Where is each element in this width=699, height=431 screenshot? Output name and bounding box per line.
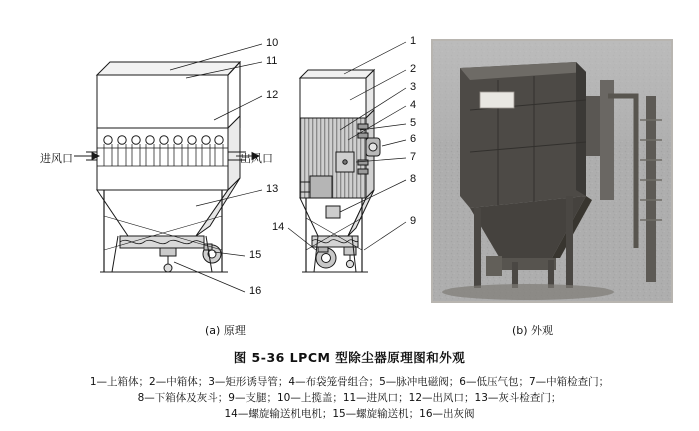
subcaption-b: (b) 外观 [512, 324, 554, 337]
callout-9: 9 [410, 215, 417, 227]
callout-3: 3 [410, 81, 417, 93]
callout-10: 10 [266, 37, 279, 49]
callout-1: 1 [410, 35, 417, 47]
callout-4: 4 [410, 99, 417, 111]
callout-11: 11 [266, 55, 278, 67]
callout-2: 2 [410, 63, 417, 75]
legend-line-3: 14—螺旋输送机电机；15—螺旋输送机；16—出灰阀 [224, 408, 475, 420]
legend-line-1: 1—上箱体；2—中箱体；3—矩形诱导管；4—布袋笼骨组合；5—脉冲电磁阀；6—低压气包；7—中箱检查门； [89, 376, 610, 388]
callout-14: 14 [272, 221, 285, 233]
callout-8: 8 [410, 173, 417, 185]
callout-16: 16 [249, 285, 262, 297]
legend-line-2: 8—下箱体及灰斗；9—支腿；10—上揽盖；11—进风口；12—出风口；13—灰斗检查门； [137, 392, 562, 404]
callout-15: 15 [249, 249, 262, 261]
callout-13: 13 [266, 183, 279, 195]
figure-caption: 图 5-36 LPCM 型除尘器原理图和外观 [233, 350, 466, 365]
subcaption-a: (a) 原理 [205, 324, 246, 337]
diagram-a-middle-unit [300, 70, 380, 272]
callout-6: 6 [410, 133, 417, 145]
callout-12: 12 [266, 89, 279, 101]
callout-7: 7 [410, 151, 417, 163]
outlet-label: 出风口 [240, 152, 273, 165]
photo-b-exterior [432, 40, 672, 302]
inlet-label: 进风口 [40, 152, 73, 165]
callout-5: 5 [410, 117, 417, 129]
diagram-a-left-unit [86, 62, 246, 272]
